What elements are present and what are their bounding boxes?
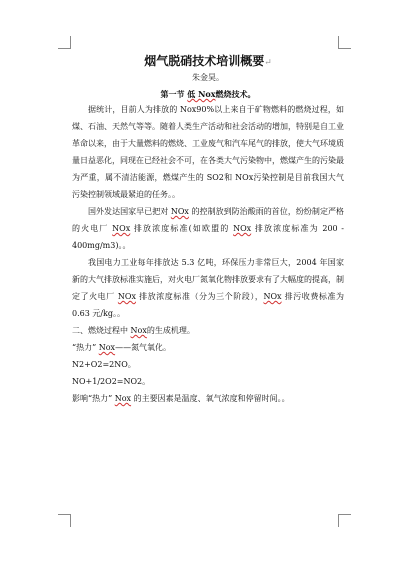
document-title <box>72 52 344 70</box>
paragraph-3 <box>72 254 344 322</box>
p2-text-b: 的控制放到防治酸雨的首位，纷纷制定严格的火电厂 <box>72 207 345 233</box>
factors-line <box>72 390 344 407</box>
equation-2: NO+1/2O2=NO2。 <box>72 377 151 386</box>
author-line: 朱金昊。 <box>192 73 224 82</box>
p3-term-1: NOx <box>117 292 136 301</box>
margin-corner-bottom-left <box>58 514 71 527</box>
paragraph-1: 据统计，目前人为排放的 Nox90%以上来自于矿物燃料的燃烧过程，如煤、石油、天然气等等。随着人类生产活动和社会活动的增加，特别是自工业革命以来，由于大量燃料的燃烧、工业废气和汽车尾气的排放，使大气环境质量日益恶化，同现在已经社会不可，在各类大气污染物中，燃煤产生的污染最为严重，属不清洁能源，燃煤产生的 SO2和 NOx污染控制是目前我国大气污染控制领域最紧迫的任务。。 <box>72 105 344 199</box>
margin-corner-top-left <box>58 36 71 49</box>
p2-term-1: NOx <box>170 207 189 216</box>
p3-text-c: 排污收费标准为 0.63 元/kg。。 <box>72 292 345 318</box>
factors-b: 的主要因素是温度、氧气浓度和停留时间。。 <box>131 394 290 403</box>
thermal-nox-line <box>72 339 344 356</box>
h2-term: Nox <box>130 326 147 335</box>
p2-text-c: 排放浓度标准(如欧盟的 <box>130 224 234 233</box>
factors-a: 影响“热力” <box>72 394 115 403</box>
p2-text-a: 国外发达国家早已把对 <box>88 207 171 216</box>
paragraph-2 <box>72 203 344 254</box>
section-heading-1 <box>72 87 344 101</box>
thermal-desc: ——氮气氧化。 <box>115 343 172 352</box>
p2-term-2: NOx <box>112 224 131 233</box>
p2-text-d: 排放浓度标准为 200 - 400mg/m3)。。 <box>72 224 344 250</box>
p3-term-2: NOx <box>263 292 282 301</box>
paragraph-mark-icon: ↵ <box>264 58 272 68</box>
section-prefix: 第一节 <box>160 89 188 99</box>
document-body[interactable] <box>72 50 344 407</box>
margin-corner-top-right <box>338 36 351 49</box>
section-term: 低 Nox <box>187 89 216 99</box>
p3-text-b: 排放浓度标准（分为三个阶段）， <box>135 292 264 301</box>
thermal-term: Nox <box>98 343 116 352</box>
h2-prefix: 二、燃烧过程中 <box>72 326 131 335</box>
thermal-label: “热力” <box>72 343 99 352</box>
factors-term: Nox <box>114 394 132 403</box>
section-suffix: 燃烧技术。 <box>215 89 256 99</box>
heading-2 <box>72 322 344 339</box>
margin-corner-bottom-right <box>338 514 351 527</box>
p3-text-a: 我国电力工业每年排放达 5.3 亿吨，环保压力非常巨大，2004 年国家新的大气排放标准实施后，对火电厂氮氧化物排放要求有了大幅度的提高，制定了火电厂 <box>72 258 344 301</box>
title-text: 烟气脱硝技术培训概要 <box>144 54 265 68</box>
equation-1: N2+O2=2NO。 <box>72 360 136 369</box>
p2-term-3: NOx <box>233 224 252 233</box>
h2-suffix: 的生成机理。 <box>146 326 195 335</box>
